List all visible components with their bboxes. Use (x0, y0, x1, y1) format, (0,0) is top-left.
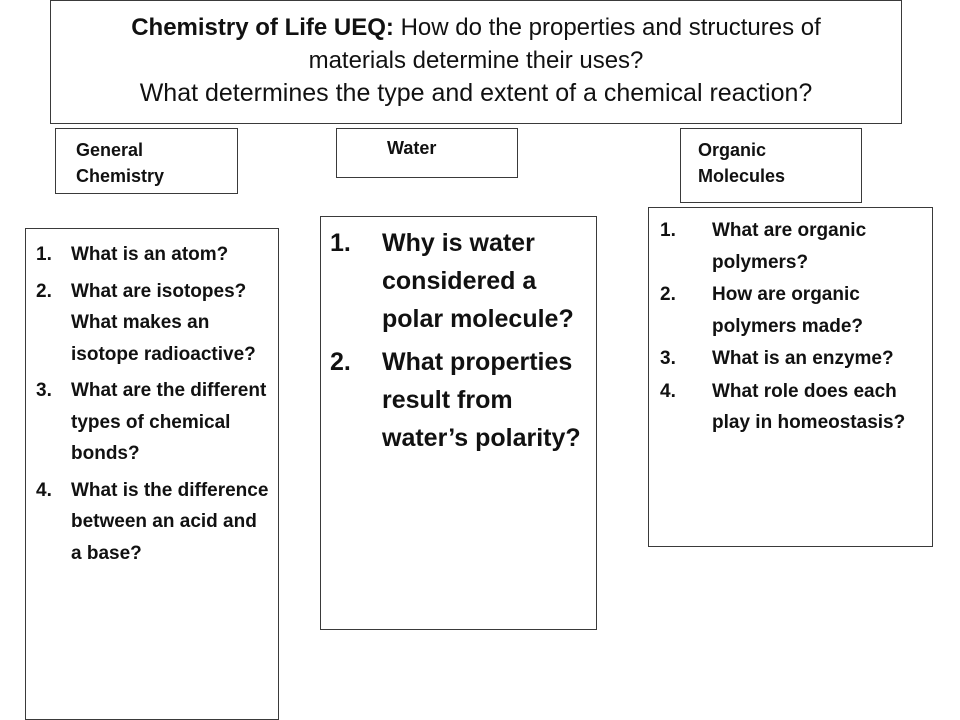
question-item (660, 215, 926, 278)
question-number: 1. (330, 229, 351, 257)
label-organic-line-1: Organic (698, 140, 767, 160)
question-item (660, 376, 926, 439)
question-number: 1. (36, 244, 52, 265)
water-questions (320, 216, 597, 630)
question-text: What is an enzyme? (712, 348, 894, 369)
question-number: 3. (36, 380, 52, 401)
label-organic-molecules (680, 128, 862, 203)
label-general-line-2: Chemistry (76, 166, 165, 186)
question-number: 2. (660, 284, 676, 305)
question-item (36, 239, 272, 271)
question-item (660, 279, 926, 342)
title-lead: Chemistry of Life UEQ: (131, 14, 394, 41)
label-water-text: Water (387, 138, 437, 158)
question-text: What are isotopes? What makes an isotope radioactive? (71, 280, 256, 365)
label-general-line-1: General (76, 140, 144, 160)
question-text: What is the difference between an acid and a base? (71, 479, 269, 564)
title-line-3: What determines the type and extent of a chemical reaction? (139, 79, 813, 107)
general-chemistry-questions (25, 228, 279, 720)
question-text: What are the different types of chemical bonds? (71, 380, 267, 464)
label-water (336, 128, 518, 178)
title-box (50, 0, 902, 124)
question-number: 2. (330, 348, 351, 376)
question-item (660, 343, 926, 375)
label-general-chemistry (55, 128, 238, 194)
question-list (36, 239, 272, 569)
organic-molecules-questions (648, 207, 933, 547)
question-text: How are organic polymers made? (712, 284, 863, 337)
question-item (36, 475, 272, 570)
question-text: What are organic polymers? (712, 220, 867, 273)
question-list (660, 215, 926, 439)
question-text: What is an atom? (71, 244, 229, 265)
question-list (330, 224, 590, 457)
question-text: Why is water considered a polar molecule? (382, 229, 574, 333)
question-number: 4. (660, 380, 676, 402)
question-item (330, 343, 590, 457)
question-number: 3. (660, 348, 676, 369)
title-line-1 (51, 11, 901, 44)
question-text: What properties result from water’s polarity? (382, 348, 581, 452)
label-organic-line-2: Molecules (698, 166, 786, 186)
question-text: What role does each play in homeostasis? (712, 380, 906, 433)
title-line-2: materials determine their uses? (308, 47, 644, 74)
title-line-1-rest: How do the properties and structures of (393, 14, 821, 41)
question-number: 2. (36, 280, 52, 302)
question-number: 1. (660, 220, 676, 241)
question-item (330, 224, 590, 338)
question-number: 4. (36, 479, 52, 501)
question-item (36, 375, 272, 470)
question-item (36, 276, 272, 371)
